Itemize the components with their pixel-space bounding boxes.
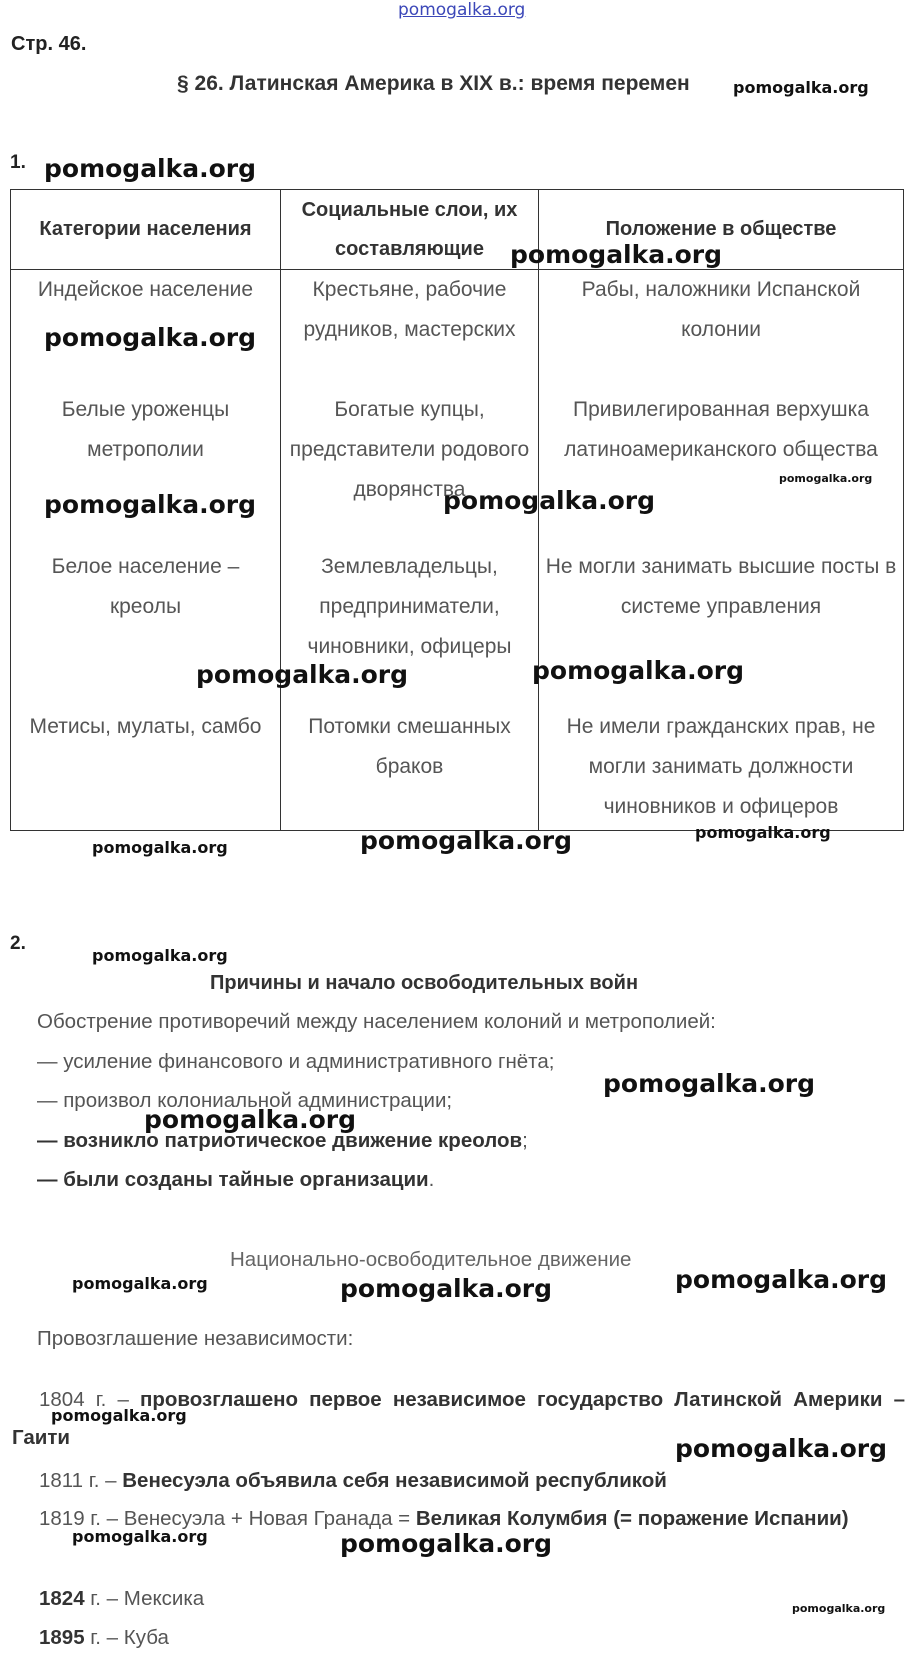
column-header: Социальные слои, их составляющие	[281, 190, 539, 270]
watermark: pomogalka.org	[510, 240, 723, 269]
table-row	[11, 707, 904, 831]
column-header: Категории населения	[11, 190, 281, 270]
watermark: pomogalka.org	[92, 838, 228, 857]
watermark: pomogalka.org	[44, 154, 257, 183]
watermark: pomogalka.org	[144, 1105, 357, 1134]
event-1824: 1824 г. – Мексика	[39, 1587, 205, 1610]
event-1819: 1819 г. – Венесуэла + Новая Гранада = Великая Колумбия (= поражение Испании)	[39, 1507, 849, 1530]
page-title: § 26. Латинская Америка в XIX в.: время перемен	[177, 72, 690, 95]
table-row	[11, 390, 904, 547]
table-cell: Не могли занимать высшие посты в системе управления	[539, 547, 904, 707]
event-1811: 1811 г. – Венесуэла объявила себя независимой республикой	[39, 1469, 667, 1492]
movement-title: Национально-освободительное движение	[230, 1248, 632, 1271]
table-cell: Землевладельцы, предприниматели, чиновники, офицеры	[281, 547, 539, 707]
watermark: pomogalka.org	[675, 1434, 888, 1463]
watermark: pomogalka.org	[779, 472, 873, 485]
watermark: pomogalka.org	[532, 656, 745, 685]
event-1895: 1895 г. – Куба	[39, 1626, 169, 1649]
watermark: pomogalka.org	[340, 1274, 553, 1303]
table-header-row	[11, 190, 904, 270]
table-cell: Метисы, мулаты, самбо	[11, 707, 281, 831]
watermark: pomogalka.org	[72, 1274, 208, 1293]
watermark: pomogalka.org	[196, 660, 409, 689]
table-cell: Не имели гражданских прав, не могли занимать должности чиновников и офицеров	[539, 707, 904, 831]
list-item: — произвол колониальной администрации;	[37, 1089, 453, 1112]
watermark: pomogalka.org	[340, 1529, 553, 1558]
watermark: pomogalka.org	[675, 1265, 888, 1294]
list-item: — усиление финансового и административного гнёта;	[37, 1050, 555, 1073]
task-1-number: 1.	[10, 152, 26, 173]
task-2-number: 2.	[10, 933, 26, 954]
list-item: — были созданы тайные организации.	[37, 1168, 435, 1191]
table-cell: Потомки смешанных браков	[281, 707, 539, 831]
watermark: pomogalka.org	[72, 1527, 208, 1546]
intro-text: Обострение противоречий между населением колоний и метрополией:	[37, 1010, 716, 1033]
watermark: pomogalka.org	[603, 1069, 816, 1098]
section-title: Причины и начало освободительных войн	[210, 972, 639, 994]
watermark: pomogalka.org	[51, 1406, 187, 1425]
watermark: pomogalka.org	[44, 490, 257, 519]
table-cell: Привилегированная верхушка латиноамериканского общества	[539, 390, 904, 547]
independence-label: Провозглашение независимости:	[37, 1327, 354, 1350]
table-cell: Индейское население	[11, 270, 281, 391]
watermark: pomogalka.org	[695, 823, 831, 842]
watermark: pomogalka.org	[792, 1602, 886, 1615]
list-item: — возникло патриотическое движение креолов;	[37, 1129, 528, 1152]
table-cell: Белое население – креолы	[11, 547, 281, 707]
watermark: pomogalka.org	[360, 826, 573, 855]
event-1804: 1804 г. – провозглашено первое независимое государство Латинской Америки – Гаити	[12, 1388, 906, 1449]
watermark: pomogalka.org	[92, 946, 228, 965]
watermark: pomogalka.org	[44, 323, 257, 352]
table-cell: Рабы, наложники Испанской колонии	[539, 270, 904, 391]
page-number: Стр. 46.	[11, 33, 87, 55]
table-cell: Крестьяне, рабочие рудников, мастерских	[281, 270, 539, 391]
watermark: pomogalka.org	[733, 78, 869, 97]
table-cell: Белые уроженцы метрополии	[11, 390, 281, 547]
table-cell: Богатые купцы, представители родового дворянства	[281, 390, 539, 547]
watermark: pomogalka.org	[443, 486, 656, 515]
column-header: Положение в обществе	[539, 190, 904, 270]
table-row	[11, 547, 904, 707]
watermark-link[interactable]: pomogalka.org	[398, 0, 526, 20]
